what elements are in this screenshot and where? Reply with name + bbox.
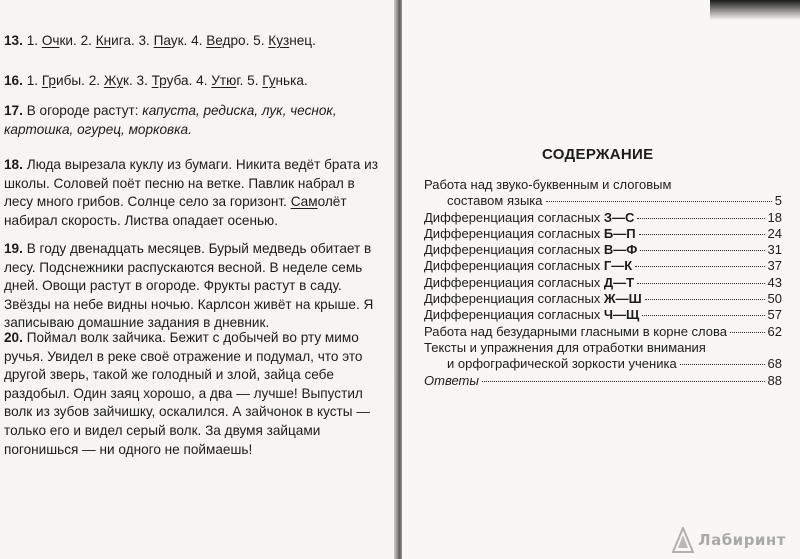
dot-leader [640,250,764,251]
toc-entry [424,258,782,274]
toc-entry-label: Дифференциация согласных Ж—Ш [424,291,642,307]
labirint-logo-text: Лабиринт [698,531,786,549]
dot-leader [680,364,765,365]
toc-page-number: 24 [767,225,782,241]
exercise-answer-17: 17. В огороде растут: капуста, редиска, лук, чеснок, картошка, огурец, морковка. [4,103,337,137]
underlined-syllable: Оч [41,33,60,48]
exercise-answer-20: 20. Поймал волк зайчика. Бежит с добычей во рту мимо ручья. Увидел в реке своё отражение и подумал, что это другой зверь, такой же голодный и злой, зайца себе раздобыл. Один заяц хорошо, а два — лучше! Выпустил волк из зубов зайчишку, оскалился. А зайчонок в кусты — только его и видел серый волк. За двумя зайцами погонишься — ни одного не поймаешь! [4,330,370,457]
toc-page-number: 5 [774,193,782,209]
toc-entry-label: Дифференциация согласных Д—Т [424,274,635,290]
exercise-number: 18. [4,157,23,172]
toc-entry [424,373,782,389]
toc-entry-label: составом языка [447,193,543,209]
dot-leader [637,283,764,284]
exercise-answer-18: 18. Люда вырезала куклу из бумаги. Никита ведёт брата из школы. Соловей поёт песню на ветке. Павлик набрал в лесу много грибов. Солнце село за горизонт. Самолёт набирал скорость. Листва опадает осенью. [4,157,378,228]
underlined-syllable: Сам [290,194,318,210]
dot-leader [642,315,764,316]
consonant-pair: Г—К [603,258,633,274]
table-of-contents [424,177,782,389]
consonant-pair: Д—Т [603,274,635,290]
toc-page-number: 43 [767,274,782,290]
toc-entry [424,356,782,372]
underlined-syllable: Кн [95,33,112,48]
toc-entry-label: Дифференциация согласных З—С [424,209,635,225]
labirint-logo-icon [672,527,694,553]
dot-leader [546,201,772,202]
underlined-syllable: Куз [268,33,290,48]
exercise-number: 20. [4,330,23,345]
consonant-pair: Ч—Щ [603,307,640,323]
toc-entry [424,307,782,323]
corner-shadow [710,0,800,20]
dot-leader [635,266,764,267]
underlined-syllable: Гу [262,73,276,88]
toc-entry-first-line: Тексты и упражнения для отработки внимания [424,339,706,355]
underlined-syllable: Утю [211,73,237,88]
underlined-syllable: Жу [103,73,124,88]
underlined-syllable: Гр [41,73,56,88]
italic-list: капуста, редиска, лук, чеснок, картошка, огурец, морковка. [4,103,337,137]
toc-entry [424,242,782,258]
toc-entry-label: Дифференциация согласных В—Ф [424,242,638,258]
toc-entry-label: Ответы [424,372,479,388]
underlined-syllable: Вед [206,33,231,48]
toc-page-number: 68 [767,356,782,372]
toc-page-number: 37 [767,258,782,274]
dot-leader [637,218,764,219]
exercise-number: 13. [4,33,23,48]
toc-entry-first-line: Работа над звуко-буквенным и слоговым [424,177,672,192]
toc-entry-label: Дифференциация согласных Ч—Щ [424,307,640,323]
consonant-pair: В—Ф [603,242,638,258]
toc-entry [424,275,782,291]
dot-leader [730,332,765,333]
dot-leader [639,234,765,235]
exercise-answer-19: 19. В году двенадцать месяцев. Бурый медведь обитает в лесу. Подснежники распускаются весной. В неделе семь дней. Овощи растут в огороде. Фрукты растут в саду. Звёзды на небе видны ночью. Карлсон живёт на крыше. Я записываю домашние задания в дневник. [4,241,374,331]
exercise-number: 19. [4,241,23,256]
consonant-pair: З—С [603,209,635,225]
exercise-answer-13: 13. 1. Очки. 2. Книга. 3. Паук. 4. Ведро. 5. Кузнец. [4,33,316,48]
toc-entry [424,226,782,242]
dot-leader [645,299,765,300]
toc-page-number: 31 [767,242,782,258]
toc-entry [424,291,782,307]
toc-page-number: 62 [767,323,782,339]
dot-leader [482,381,765,382]
toc-entry-label: Дифференциация согласных Б—П [424,225,636,241]
toc-entry [424,210,782,226]
toc-entry-label: Работа над безударными гласными в корне слова [424,323,728,339]
underlined-syllable: Тр [151,73,167,88]
toc-entry [424,324,782,340]
exercise-number: 17. [4,103,23,118]
consonant-pair: Б—П [603,225,636,241]
left-page [0,0,396,559]
right-page [402,0,800,559]
toc-page-number: 50 [767,291,782,307]
toc-page-number: 18 [767,209,782,225]
exercise-answer-16: 16. 1. Грибы. 2. Жук. 3. Труба. 4. Утюг. 5. Гунька. [4,73,308,88]
labirint-logo [672,527,786,553]
toc-entry-label: и орфографической зоркости ученика [447,356,677,372]
exercise-number: 16. [4,73,23,88]
toc-title: СОДЕРЖАНИЕ [542,146,654,163]
toc-entry-label: Дифференциация согласных Г—К [424,258,633,274]
toc-entry [424,193,782,209]
toc-page-number: 88 [767,372,782,388]
consonant-pair: Ж—Ш [603,291,642,307]
underlined-syllable: Па [153,33,171,48]
toc-page-number: 57 [767,307,782,323]
